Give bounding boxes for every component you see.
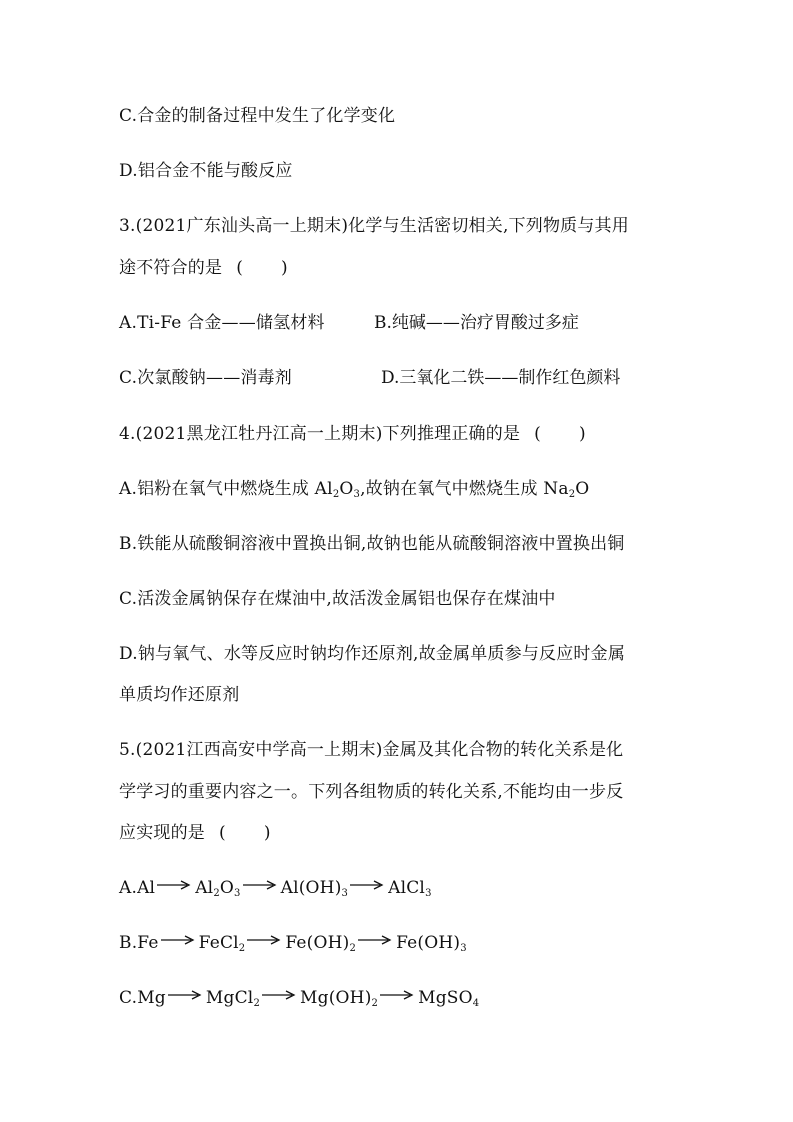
q3-option-c: C.次氯酸钠——消毒剂: [119, 368, 293, 388]
arrow-icon: [262, 990, 296, 1000]
arrow-icon: [243, 880, 277, 890]
q5-option-b: B.Fe FeCl$_2$ $Fe(OH)_2$ $Fe(OH)_3$: [119, 933, 467, 954]
q3-option-b: B.纯碱——治疗胃酸过多症: [374, 313, 579, 333]
question-5-stem-cont2: [119, 821, 271, 845]
q5-text: 应实现的是: [119, 823, 205, 843]
arrow-icon: [168, 990, 202, 1000]
arrow-icon: [380, 990, 414, 1000]
question-5-stem: 5.(2021江西高安中学高一上期末)金属及其化合物的转化关系是化: [119, 740, 624, 760]
q4-option-d-cont: 单质均作还原剂: [119, 685, 240, 705]
question-3-stem-cont: [119, 256, 288, 280]
question-4-stem: [119, 422, 586, 446]
arrow-icon: [358, 935, 392, 945]
q4-text: 4.(2021黑龙江牡丹江高一上期末)下列推理正确的是: [119, 424, 521, 444]
q4-option-b: B.铁能从硫酸铜溶液中置换出铜,故钠也能从硫酸铜溶液中置换出铜: [119, 534, 625, 554]
arrow-icon: [157, 880, 191, 890]
q4-option-a: A.铝粉在氧气中燃烧生成 $Al_2O_3$,故钠在氧气中燃烧生成 $Na_2O$: [119, 479, 590, 500]
question-3-stem: 3.(2021广东汕头高一上期末)化学与生活密切相关,下列物质与其用: [119, 216, 629, 236]
answer-bracket: ( ): [219, 823, 271, 843]
q5-option-c: C.Mg MgCl$_2$ $Mg(OH)_2$ MgSO$_4$: [119, 988, 480, 1009]
q3-option-d: D.三氧化二铁——制作红色颜料: [381, 368, 621, 388]
q3-option-a: A.Ti-Fe 合金——储氢材料: [119, 313, 325, 333]
q3-text: 途不符合的是: [119, 258, 223, 278]
q5-option-a: A.Al $Al_2O_3$ $Al(OH)_3$ AlCl$_3$: [119, 878, 432, 899]
arrow-icon: [247, 935, 281, 945]
arrow-icon: [161, 935, 195, 945]
q4-option-c: C.活泼金属钠保存在煤油中,故活泼金属铝也保存在煤油中: [119, 589, 556, 609]
q4-option-d: D.钠与氧气、水等反应时钠均作还原剂,故金属单质参与反应时金属: [119, 644, 626, 664]
question-5-stem-cont: 学学习的重要内容之一。下列各组物质的转化关系,不能均由一步反: [119, 782, 624, 802]
arrow-icon: [350, 880, 384, 890]
option-d-alloy: D.铝合金不能与酸反应: [119, 161, 293, 181]
answer-bracket: ( ): [236, 258, 288, 278]
option-c-alloy: C.合金的制备过程中发生了化学变化: [119, 106, 396, 126]
answer-bracket: ( ): [534, 424, 586, 444]
